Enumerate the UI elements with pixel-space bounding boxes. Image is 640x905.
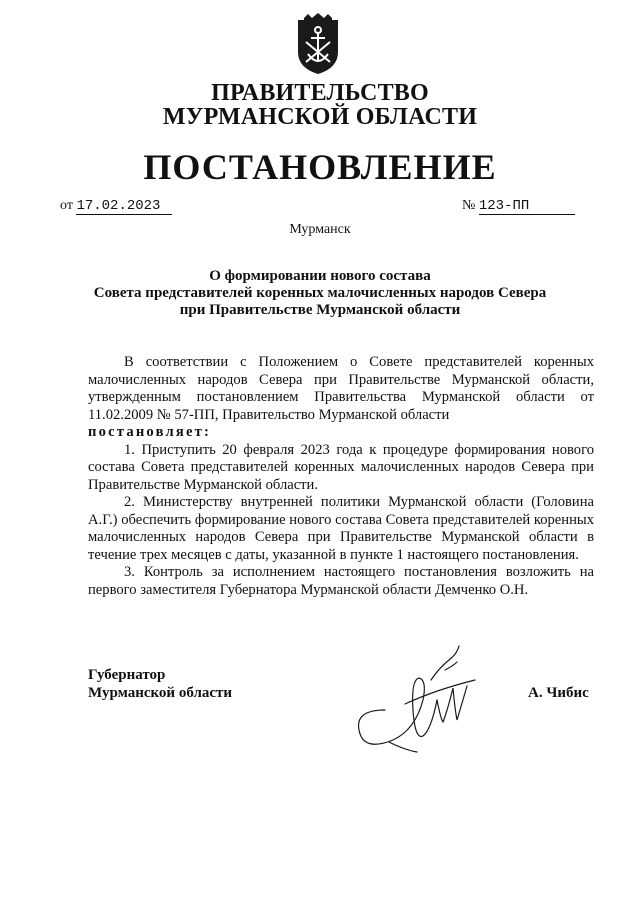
document-number-line xyxy=(462,198,575,215)
org-name-line1: ПРАВИТЕЛЬСТВО xyxy=(211,80,429,106)
document-city: Мурманск xyxy=(289,222,351,237)
resolves-word: постановляет: xyxy=(88,424,212,440)
document-number: 123-ПП xyxy=(479,199,575,215)
document-date: 17.02.2023 xyxy=(76,199,172,215)
document-body xyxy=(88,354,594,599)
document-date-line xyxy=(60,198,172,215)
number-prefix: № xyxy=(462,198,476,213)
body-item-2: 2. Министерству внутренней политики Мурманской области (Головина А.Г.) обеспечить формирование нового состава Совета представителей коренных малочисленных народов Севера при Правительстве Мурманской области в течение трех месяцев с даты, указанной в пункте 1 настоящего постановления. xyxy=(88,494,594,563)
subject-line1: О формировании нового состава xyxy=(209,268,431,284)
signer-position xyxy=(88,666,232,702)
signature-icon xyxy=(345,640,505,760)
subject-line2: Совета представителей коренных малочисленных народов Севера xyxy=(93,285,547,301)
body-resolves xyxy=(88,424,594,442)
signer-position-line1: Губернатор xyxy=(88,667,166,683)
document-subject xyxy=(0,268,640,319)
org-name-line2: МУРМАНСКОЙ ОБЛАСТИ xyxy=(162,104,478,130)
signer-name: А. Чибис xyxy=(528,685,589,701)
coat-of-arms-icon xyxy=(292,12,344,76)
document-type-title: ПОСТАНОВЛЕНИЕ xyxy=(143,147,497,187)
signer-position-line2: Мурманской области xyxy=(88,685,233,701)
date-prefix: от xyxy=(60,198,73,213)
body-intro: В соответствии с Положением о Совете представителей коренных малочисленных народов Севера при Правительстве Мурманской области, утвержденным постановлением Правительства Мурманской области от 11.02.2009 № 57-ПП, Правительство Мурманской области xyxy=(88,354,594,423)
subject-line3: при Правительстве Мурманской области xyxy=(179,302,461,318)
body-item-1: 1. Приступить 20 февраля 2023 года к процедуре формирования нового состава Совета представителей коренных малочисленных народов Севера при Правительстве Мурманской области. xyxy=(88,441,594,493)
body-item-3: 3. Контроль за исполнением настоящего постановления возложить на первого заместителя Губернатора Мурманской области Демченко О.Н. xyxy=(88,564,594,598)
